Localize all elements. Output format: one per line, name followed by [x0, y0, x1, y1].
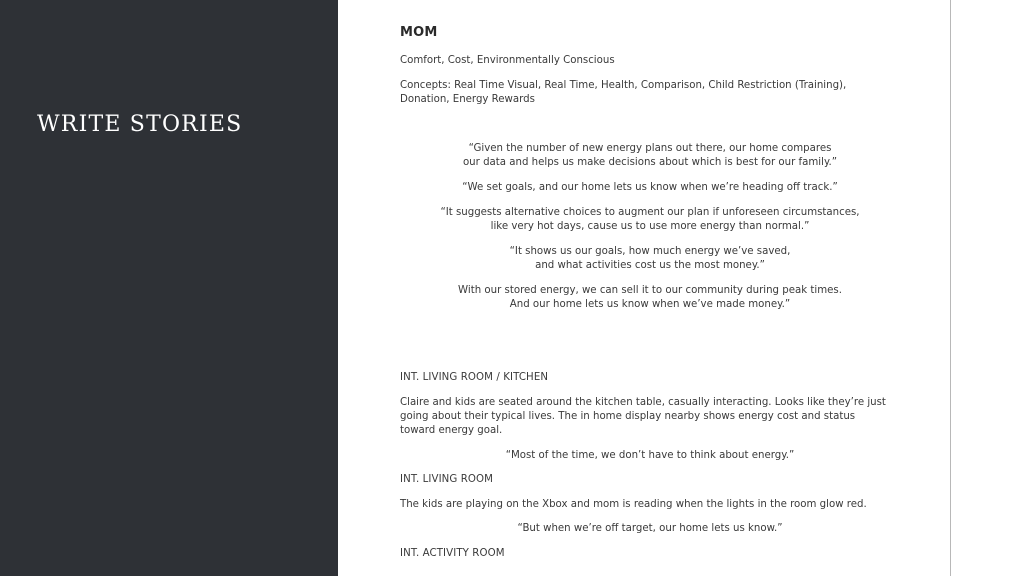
quote-block: [400, 206, 900, 234]
concepts-paragraph: [400, 79, 900, 107]
document-subtitle: Comfort, Cost, Environmentally Conscious: [400, 55, 615, 66]
scene-description: [400, 396, 900, 438]
quote-line: “Given the number of new energy plans out there, our home compares: [468, 143, 832, 154]
quote-line: like very hot days, cause us to use more energy than normal.”: [490, 221, 810, 232]
document-heading: MOM: [400, 25, 438, 40]
quote-line: And our home lets us know when we’ve made money.”: [509, 299, 791, 310]
scene-description-line: toward energy goal.: [400, 425, 503, 436]
scene-quote: “Most of the time, we don’t have to think about energy.”: [505, 450, 795, 461]
scene-description-line: Claire and kids are seated around the kitchen table, casually interacting. Looks like they’re just: [400, 397, 886, 408]
quote-line: “It suggests alternative choices to augment our plan if unforeseen circumstances,: [440, 207, 860, 218]
quote-block: [400, 284, 900, 312]
concepts-line: Donation, Energy Rewards: [400, 94, 535, 105]
concepts-line: Concepts: Real Time Visual, Real Time, Health, Comparison, Child Restriction (Training),: [400, 80, 847, 91]
quote-block: [400, 142, 900, 170]
title-panel: [0, 0, 338, 576]
quote-line: “We set goals, and our home lets us know when we’re heading off track.”: [462, 182, 838, 193]
quote-block: [400, 181, 900, 195]
quote-line: With our stored energy, we can sell it to our community during peak times.: [458, 285, 842, 296]
scene-heading: INT. LIVING ROOM / KITCHEN: [400, 372, 549, 383]
scene-description: The kids are playing on the Xbox and mom is reading when the lights in the room glow red.: [400, 499, 867, 510]
quote-line: “It shows us our goals, how much energy we’ve saved,: [509, 246, 791, 257]
scene-heading: INT. ACTIVITY ROOM: [400, 548, 505, 559]
slide-title: WRITE STORIES: [37, 112, 243, 137]
quote-line: our data and helps us make decisions about which is best for our family.”: [462, 157, 838, 168]
scene-heading: INT. LIVING ROOM: [400, 474, 494, 485]
scene-description-line: going about their typical lives. The in home display nearby shows energy cost and status: [400, 411, 856, 422]
document-page: [338, 0, 951, 576]
quote-block: [400, 245, 900, 273]
quote-line: and what activities cost us the most money.”: [535, 260, 765, 271]
scene-quote: “But when we’re off target, our home lets us know.”: [517, 523, 783, 534]
